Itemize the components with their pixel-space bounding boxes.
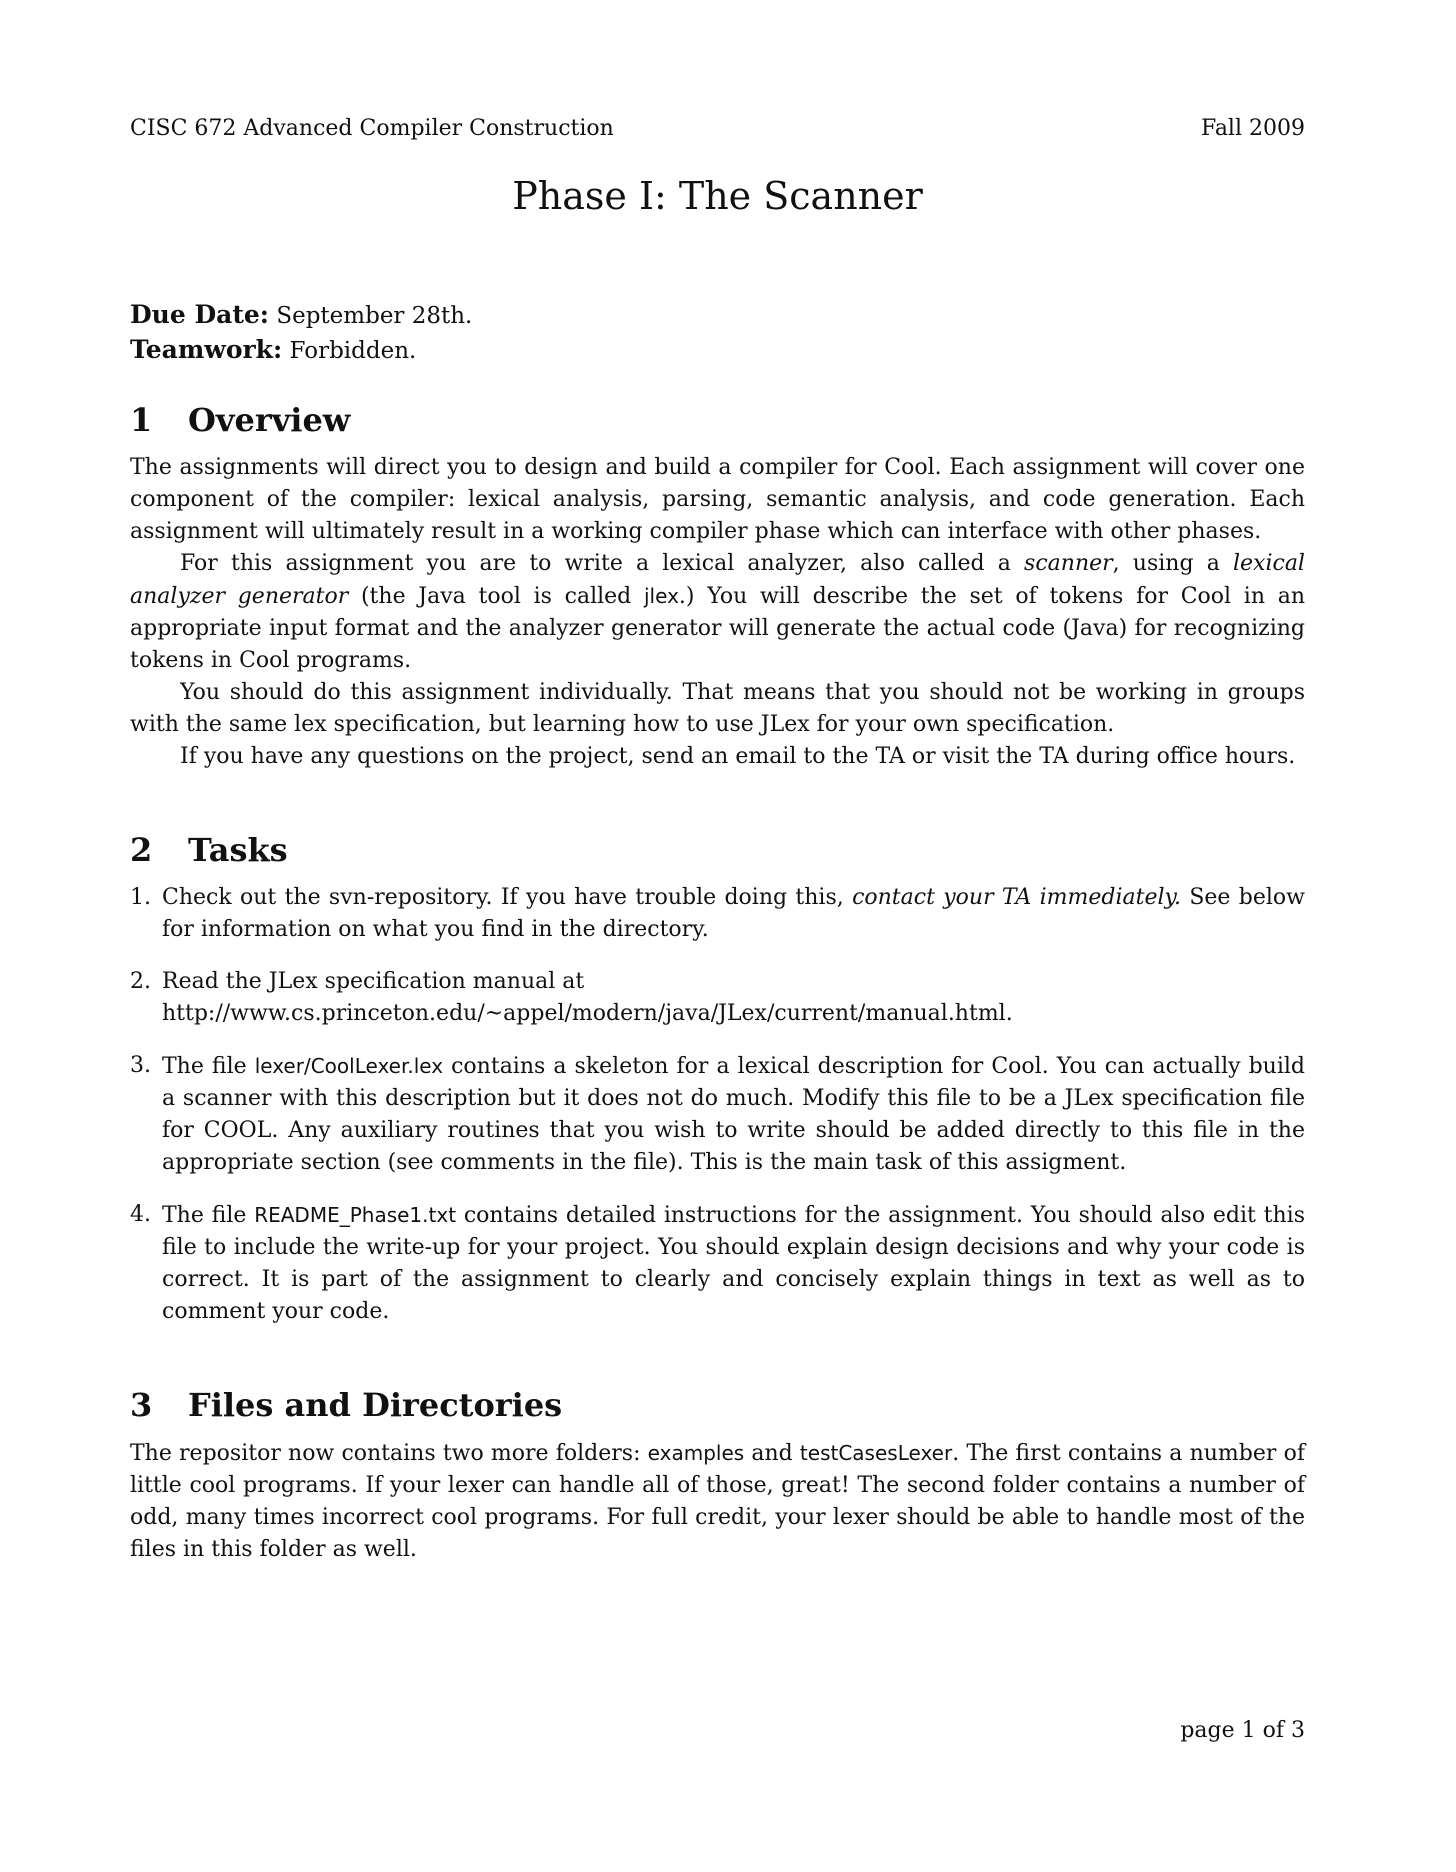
list-item: 2. Read the JLex specification manual at http://www.cs.princeton.edu/~appel/modern/java/JLex/current/manual.html. <box>130 966 1305 1030</box>
file-name: README_Phase1.txt <box>254 1203 457 1227</box>
paragraph: The repositor now contains two more folders: examples and testCasesLexer. The first contains a number of little cool programs. If your lexer can handle all of those, great! The second folder contains a number of odd, many times incorrect cool programs. For full credit, your lexer should be able to handle most of the files in this folder as well. <box>130 1441 1305 1562</box>
section-files <box>130 1385 1305 1566</box>
teamwork-label: Teamwork: <box>130 335 283 364</box>
page-number: page 1 of 3 <box>1180 1718 1305 1743</box>
page-title: Phase I: The Scanner <box>512 174 923 218</box>
section-heading <box>130 830 1305 882</box>
section-tasks <box>130 830 1305 1348</box>
section-title: Overview <box>188 401 351 439</box>
section-number: 3 <box>130 1386 153 1424</box>
document-page <box>130 0 1305 1872</box>
paragraph: For this assignment you are to write a lexical analyzer, also called a scanner, using a lexical analyzer generator (the Java tool is called jlex.) You will describe the set of tokens for Cool in an appropriate input format and the analyzer generator will generate the actual code (Java) for recognizing tokens in Cool programs. <box>130 551 1305 673</box>
folder-name: examples <box>647 1441 745 1465</box>
list-item: 1. Check out the svn-repository. If you have trouble doing this, contact your TA immediately. See below for information on what you find in the directory. <box>130 882 1305 946</box>
emphasis: contact your TA immediately. <box>852 885 1182 910</box>
due-date-label: Due Date: <box>130 300 270 329</box>
due-date-line <box>130 298 472 333</box>
paragraph: If you have any questions on the project, send an email to the TA or visit the TA during office hours. <box>180 744 1296 769</box>
list-marker: 3. <box>130 1053 151 1078</box>
running-header <box>130 116 1305 141</box>
section-heading <box>130 1385 1305 1437</box>
list-item: 4. The file README_Phase1.txt contains detailed instructions for the assignment. You should also edit this file to include the write-up for your project. You should explain design decisions and why your code is correct. It is part of the assignment to clearly and concisely explain things in text as well as to comment your code. <box>130 1199 1305 1328</box>
emphasis: lexical analyzer generator <box>130 551 1305 609</box>
section-title: Tasks <box>188 831 288 869</box>
manual-url: http://www.cs.princeton.edu/~appel/modern/java/JLex/current/manual.html. <box>162 1001 1013 1026</box>
paragraph: The assignments will direct you to design and build a compiler for Cool. Each assignment will cover one component of the compiler: lexical analysis, parsing, semantic analysis, and code generation. Each assignment will ultimately result in a working compiler phase which can interface with other phases. <box>130 455 1305 544</box>
list-marker: 2. <box>130 969 151 994</box>
section-title: Files and Directories <box>188 1386 563 1424</box>
section-heading <box>130 400 1305 452</box>
assignment-meta <box>130 298 472 368</box>
task-list <box>130 882 1305 1328</box>
list-marker: 1. <box>130 885 151 910</box>
tool-name: jlex <box>644 584 679 608</box>
folder-name: testCasesLexer <box>799 1441 953 1465</box>
section-overview <box>130 400 1305 773</box>
term: Fall 2009 <box>1201 116 1305 141</box>
course-name: CISC 672 Advanced Compiler Construction <box>130 116 614 141</box>
emphasis: scanner <box>1024 551 1113 576</box>
teamwork-line <box>130 333 472 368</box>
section-number: 1 <box>130 401 153 439</box>
section-number: 2 <box>130 831 153 869</box>
list-marker: 4. <box>130 1202 151 1227</box>
teamwork-value: Forbidden. <box>289 338 417 364</box>
list-item: 3. The file lexer/CoolLexer.lex contains a skeleton for a lexical description for Cool. You can actually build a scanner with this description but it does not do much. Modify this file to be a JLex specification file for COOL. Any auxiliary routines that you wish to write should be added directly to this file in the appropriate section (see comments in the file). This is the main task of this assigment. <box>130 1050 1305 1179</box>
paragraph: You should do this assignment individually. That means that you should not be working in groups with the same lex specification, but learning how to use JLex for your own specification. <box>130 680 1305 737</box>
file-name: lexer/CoolLexer.lex <box>254 1054 444 1078</box>
due-date-value: September 28th. <box>276 303 473 329</box>
